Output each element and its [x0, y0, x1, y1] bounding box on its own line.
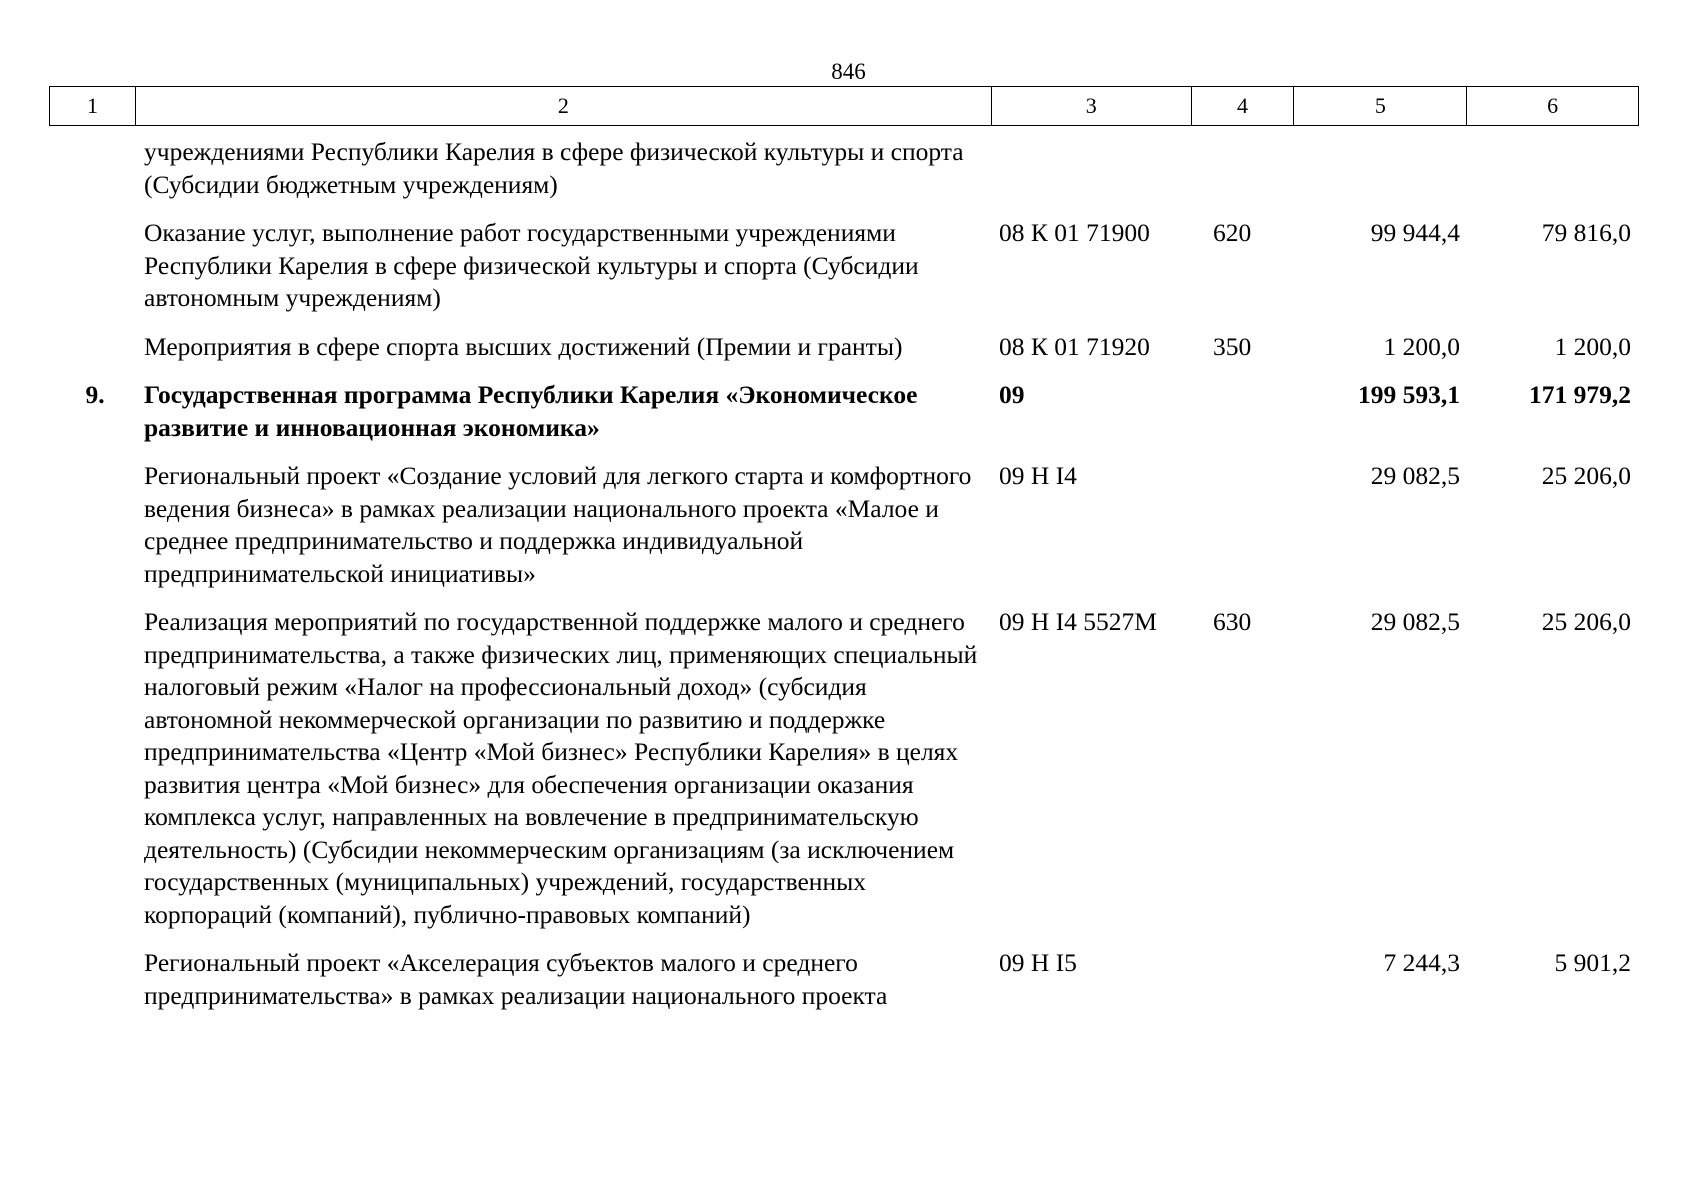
table-row	[49, 460, 1639, 590]
table-row	[49, 331, 1639, 364]
table-row	[49, 136, 1639, 201]
table-row-program	[49, 379, 1639, 444]
row-number	[49, 606, 135, 931]
row-amount-2: 25 206,0	[1541, 607, 1631, 636]
row-number	[49, 460, 135, 590]
row-amount-1: 7 244,3	[1383, 948, 1460, 977]
row-code: 09 Н I4	[999, 461, 1077, 490]
header-col-5: 5	[1294, 87, 1467, 125]
row-description: Региональный проект «Акселерация субъектов малого и среднего предпринимательства» в рамках реализации национального проекта	[144, 948, 888, 1010]
row-code: 08 К 01 71920	[999, 331, 1150, 361]
row-expense-type: 620	[1213, 218, 1252, 247]
row-number	[49, 136, 135, 201]
row-amount-1: 199 593,1	[1358, 380, 1460, 409]
row-amount-2: 25 206,0	[1541, 461, 1631, 490]
row-amount-1: 29 082,5	[1370, 461, 1460, 490]
row-code: 09 Н I4 5527М	[999, 607, 1157, 636]
row-amount-2: 171 979,2	[1529, 380, 1631, 409]
row-expense-type: 630	[1213, 607, 1252, 636]
row-expense-type	[1192, 136, 1295, 201]
row-description: Мероприятия в сфере спорта высших достижений (Премии и гранты)	[144, 331, 903, 361]
header-col-1: 1	[50, 87, 136, 125]
header-col-3: 3	[992, 87, 1192, 125]
page-number: 846	[831, 59, 866, 84]
row-code: 09	[999, 380, 1025, 409]
row-amount-1	[1295, 136, 1468, 201]
row-number	[49, 947, 135, 1012]
row-number	[49, 217, 135, 315]
row-description: учреждениями Республики Карелия в сфере физической культуры и спорта (Субсидии бюджетным учреждениям)	[144, 137, 964, 199]
header-col-4: 4	[1192, 87, 1295, 125]
row-amount-2	[1468, 136, 1639, 201]
row-number	[49, 331, 135, 364]
row-description: Оказание услуг, выполнение работ государственными учреждениями Республики Карелия в сфере физической культуры и спорта (Субсидии автономным учреждениям)	[144, 218, 919, 312]
header-col-2: 2	[136, 87, 992, 125]
row-number: 9.	[85, 380, 105, 409]
row-code: 09 Н I5	[999, 948, 1077, 977]
row-description: Государственная программа Республики Карелия «Экономическое развитие и инновационная экономика»	[144, 380, 918, 442]
table-row	[49, 606, 1639, 931]
row-amount-1: 29 082,5	[1370, 607, 1460, 636]
row-expense-type	[1192, 460, 1295, 590]
table-row	[49, 217, 1639, 315]
row-description: Реализация мероприятий по государственной поддержке малого и среднего предпринимательства, а также физических лиц, применяющих специальный налоговый режим «Налог на профессиональный доход» (субсидия автономной некоммерческой организации по развитию и поддержке предпринимательства «Центр «Мой бизнес» Республики Карелия» в целях развития центра «Мой бизнес» для обеспечения организации оказания комплекса услуг, направленных на вовлечение в предпринимательскую деятельность) (Субсидии некоммерческим организациям (за исключением государственных (муниципальных) учреждений, государственных корпораций (компаний), публично-правовых компаний)	[144, 607, 978, 929]
row-expense-type	[1192, 379, 1295, 444]
row-description: Региональный проект «Создание условий для легкого старта и комфортного ведения бизнеса» в рамках реализации национального проекта «Малое и среднее предпринимательство и поддержка индивидуальной предпринимательской инициативы»	[144, 461, 972, 588]
row-expense-type: 350	[1213, 331, 1252, 361]
row-amount-2: 79 816,0	[1541, 218, 1631, 247]
row-code: 08 К 01 71900	[999, 218, 1150, 247]
row-amount-2: 5 901,2	[1554, 948, 1631, 977]
table-body	[49, 136, 1639, 1028]
table-row	[49, 947, 1639, 1012]
row-code	[992, 136, 1192, 201]
header-col-6: 6	[1547, 93, 1559, 118]
row-expense-type	[1192, 947, 1295, 1012]
row-amount-1: 1 200,0	[1383, 331, 1460, 361]
row-amount-2: 1 200,0	[1554, 331, 1631, 361]
row-amount-1: 99 944,4	[1370, 218, 1460, 247]
table-header	[49, 86, 1639, 126]
